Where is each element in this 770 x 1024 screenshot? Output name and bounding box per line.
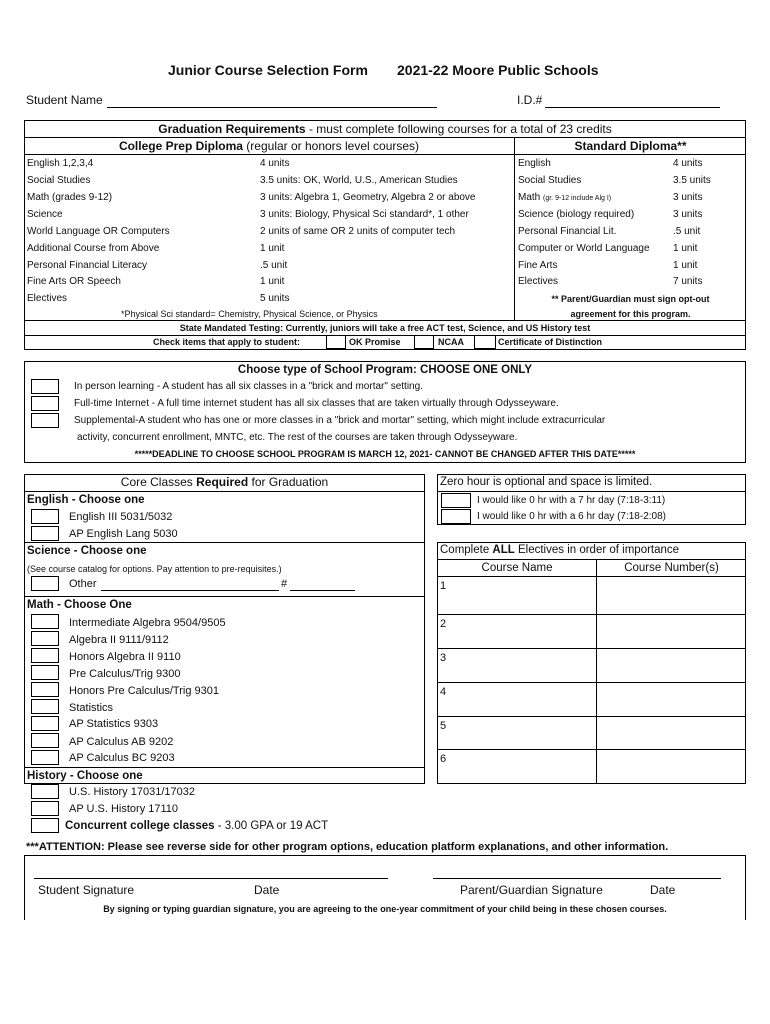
math-option-checkbox[interactable] <box>31 750 59 765</box>
college-prep-heading <box>24 139 514 153</box>
college-row-subject: Social Studies <box>27 175 91 186</box>
college-row-subject: Electives <box>27 293 68 304</box>
form-title: Junior Course Selection Form <box>168 62 368 78</box>
elective-row-number: 3 <box>440 652 447 664</box>
student-signature-line[interactable] <box>34 878 388 879</box>
student-date-label: Date <box>254 883 280 897</box>
electives-title-pre: Complete <box>440 544 493 556</box>
optout-note-2: agreement for this program. <box>570 309 691 319</box>
college-row-req: 3 units: Biology, Physical Sci standard*, 1 other <box>260 209 469 220</box>
electives-box <box>437 542 746 784</box>
standard-row-subject: Science (biology required) <box>518 209 635 220</box>
id-field[interactable] <box>545 107 720 108</box>
certificate-checkbox[interactable] <box>474 335 496 349</box>
science-other-number-field[interactable] <box>290 590 355 591</box>
math-option-checkbox[interactable] <box>31 699 59 714</box>
math-option-checkbox[interactable] <box>31 614 59 629</box>
elective-row-number: 1 <box>440 580 447 592</box>
math-option-checkbox[interactable] <box>31 733 59 748</box>
english-iii-checkbox[interactable] <box>31 509 59 524</box>
course-number-header: Course Number(s) <box>624 562 719 574</box>
in-person-checkbox[interactable] <box>31 379 59 394</box>
standard-row-subject: Electives <box>518 276 559 287</box>
standard-row-subject-note: (gr. 9-12 include Alg I) <box>543 195 612 202</box>
graduation-title-bold: Graduation Requirements <box>158 122 306 136</box>
zero-hour-option: I would like 0 hr with a 7 hr day (7:18-3:11) <box>477 495 666 506</box>
standard-row-units: .5 unit <box>673 226 701 237</box>
college-row-subject: Fine Arts OR Speech <box>27 276 121 287</box>
physical-science-note: *Physical Sci standard= Chemistry, Physical Science, or Physics <box>121 309 378 319</box>
state-testing-note: State Mandated Testing: Currently, juniors will take a free ACT test, Science, and US History test <box>179 323 591 333</box>
math-option-checkbox[interactable] <box>31 648 59 663</box>
standard-row-subject-text: Math <box>518 192 541 203</box>
college-row-subject: Math (grades 9-12) <box>27 192 113 203</box>
core-title-pre: Core Classes <box>120 475 197 489</box>
standard-row-units: 4 units <box>673 158 703 169</box>
college-row-req: 2 units of same OR 2 units of computer tech <box>260 226 456 237</box>
supplemental-option-2: activity, concurrent enrollment, MNTC, etc. The rest of the courses are taken through Odysseyware. <box>77 432 518 443</box>
check-items-label: Check items that apply to student: <box>153 337 301 347</box>
elective-row-number: 5 <box>440 720 447 732</box>
math-option: AP Calculus AB 9202 <box>69 736 174 748</box>
student-signature-label: Student Signature <box>38 883 135 897</box>
standard-row-units: 7 units <box>673 276 703 287</box>
standard-diploma-heading: Standard Diploma** <box>574 139 687 153</box>
science-other-checkbox[interactable] <box>31 576 59 591</box>
standard-row-subject: Fine Arts <box>518 260 558 271</box>
standard-row-units: 3.5 units <box>673 175 711 186</box>
standard-row-subject <box>518 191 611 206</box>
id-label: I.D.# <box>517 93 543 107</box>
english-option: AP English Lang 5030 <box>69 528 178 540</box>
ok-promise-checkbox[interactable] <box>326 335 346 349</box>
standard-row-subject: Social Studies <box>518 175 582 186</box>
supplemental-checkbox[interactable] <box>31 413 59 428</box>
standard-row-subject: Personal Financial Lit. <box>518 226 617 237</box>
math-option-checkbox[interactable] <box>31 682 59 697</box>
college-row-req: 1 unit <box>260 276 285 287</box>
graduation-title-rest: - must complete following courses for a total of 23 credits <box>305 122 612 136</box>
college-row-req: .5 unit <box>260 260 288 271</box>
science-other-label: Other <box>69 578 97 590</box>
standard-row-units: 3 units <box>673 209 703 220</box>
college-row-subject: World Language OR Computers <box>27 226 170 237</box>
college-row-subject: Additional Course from Above <box>27 243 160 254</box>
college-row-req: 3.5 units: OK, World, U.S., American Studies <box>260 175 458 186</box>
standard-row-units: 1 unit <box>673 260 698 271</box>
parent-signature-line[interactable] <box>433 878 721 879</box>
full-time-internet-checkbox[interactable] <box>31 396 59 411</box>
certificate-label: Certificate of Distinction <box>498 337 603 347</box>
us-history-checkbox[interactable] <box>31 784 59 799</box>
elective-row-number: 4 <box>440 686 447 698</box>
math-option: AP Calculus BC 9203 <box>69 752 175 764</box>
college-prep-bold: College Prep Diploma <box>118 139 243 153</box>
science-header: Science - Choose one <box>27 545 147 557</box>
ncaa-label: NCAA <box>438 337 464 347</box>
concurrent-bold: Concurrent college classes <box>65 820 215 832</box>
electives-title-post: Electives in order of importance <box>514 544 680 556</box>
math-option-checkbox[interactable] <box>31 665 59 680</box>
core-title-post: for Graduation <box>248 475 329 489</box>
math-option-checkbox[interactable] <box>31 631 59 646</box>
math-header: Math - Choose One <box>27 599 132 611</box>
college-row-subject: Personal Financial Literacy <box>27 260 148 271</box>
math-option: Honors Algebra II 9110 <box>69 651 181 663</box>
history-header: History - Choose one <box>27 770 143 782</box>
college-row-req: 3 units: Algebra 1, Geometry, Algebra 2 or above <box>260 192 476 203</box>
history-option: AP U.S. History 17110 <box>69 803 179 815</box>
supplemental-option: Supplemental-A student who has one or more classes in a "brick and mortar" setting, which might include extracurricular <box>74 415 606 426</box>
course-name-header: Course Name <box>481 562 553 574</box>
ap-us-history-checkbox[interactable] <box>31 801 59 816</box>
concurrent-checkbox[interactable] <box>31 818 59 833</box>
elective-row-number: 2 <box>440 618 447 630</box>
core-classes-title <box>24 475 425 489</box>
math-option: Pre Calculus/Trig 9300 <box>69 668 181 680</box>
optout-note: ** Parent/Guardian must sign opt-out <box>551 294 710 304</box>
elective-row-number: 6 <box>440 753 447 765</box>
zero-hour-6hr-checkbox[interactable] <box>441 509 471 524</box>
history-option: U.S. History 17031/17032 <box>69 786 195 798</box>
standard-row-subject: English <box>518 158 551 169</box>
english-option: English III 5031/5032 <box>69 511 173 523</box>
college-row-subject: English 1,2,3,4 <box>27 158 94 169</box>
ap-english-checkbox[interactable] <box>31 526 59 541</box>
college-row-req: 4 units <box>260 158 290 169</box>
zero-hour-option: I would like 0 hr with a 6 hr day (7:18-2:08) <box>477 511 666 522</box>
deadline-note: *****DEADLINE TO CHOOSE SCHOOL PROGRAM IS MARCH 12, 2021- CANNOT BE CHANGED AFTER THIS DATE***** <box>134 449 636 459</box>
college-row-subject: Science <box>27 209 63 220</box>
school-title: 2021-22 Moore Public Schools <box>397 62 599 78</box>
math-option-checkbox[interactable] <box>31 716 59 731</box>
math-option: Algebra II 9111/9112 <box>69 634 169 646</box>
parent-signature-label: Parent/Guardian Signature <box>460 883 603 897</box>
guardian-agreement-note: By signing or typing guardian signature, you are agreeing to the one-year commitment of your child being in these chosen courses. <box>103 904 667 914</box>
electives-title-bold: ALL <box>492 544 515 556</box>
college-prep-rest: (regular or honors level courses) <box>242 139 420 153</box>
graduation-title <box>24 122 746 136</box>
science-other-name-field[interactable] <box>101 590 279 591</box>
ok-promise-label: OK Promise <box>349 337 401 347</box>
parent-date-label: Date <box>650 883 676 897</box>
college-row-req: 1 unit <box>260 243 285 254</box>
math-option: AP Statistics 9303 <box>69 718 159 730</box>
core-title-bold: Required <box>196 475 249 489</box>
math-option: Statistics <box>69 702 114 714</box>
science-hash-label: # <box>281 578 288 590</box>
english-header: English - Choose one <box>27 494 145 506</box>
math-option: Honors Pre Calculus/Trig 9301 <box>69 685 219 697</box>
concurrent-rest: - 3.00 GPA or 19 ACT <box>214 820 329 832</box>
standard-row-subject: Computer or World Language <box>518 243 650 254</box>
science-note: (See course catalog for options. Pay attention to pre-requisites.) <box>27 564 282 574</box>
student-name-field[interactable] <box>107 107 437 108</box>
zero-hour-title: Zero hour is optional and space is limited. <box>440 476 653 488</box>
standard-row-units: 3 units <box>673 192 703 203</box>
school-program-title: Choose type of School Program: CHOOSE ONE ONLY <box>237 364 533 376</box>
math-option: Intermediate Algebra 9504/9505 <box>69 617 226 629</box>
ncaa-checkbox[interactable] <box>414 335 434 349</box>
full-time-internet-option: Full-time Internet - A full time internet student has all six classes that are taken virtually through Odysseyware. <box>74 398 559 409</box>
concurrent-label <box>65 819 328 833</box>
college-row-req: 5 units <box>260 293 290 304</box>
electives-title <box>440 543 679 557</box>
student-name-label: Student Name <box>26 93 103 107</box>
in-person-option: In person learning - A student has all six classes in a "brick and mortar" setting. <box>74 381 423 392</box>
attention-note: ***ATTENTION: Please see reverse side for other program options, education platform explanations, and other information. <box>26 841 669 853</box>
standard-row-units: 1 unit <box>673 243 698 254</box>
zero-hour-7hr-checkbox[interactable] <box>441 493 471 508</box>
